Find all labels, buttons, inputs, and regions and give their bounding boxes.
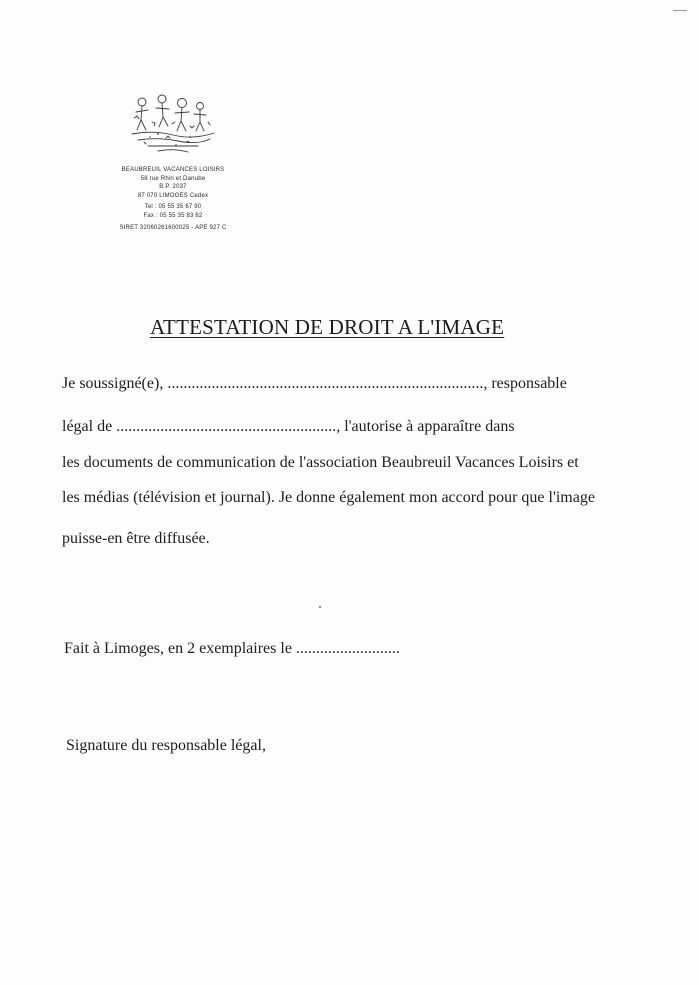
scan-edge-mark: [673, 10, 687, 11]
body-line-3: les documents de communication de l'association Beaubreuil Vacances Loisirs et: [62, 454, 579, 471]
body-line-2: légal de ......................................................., l'autorise à apparaître dans: [62, 418, 515, 435]
association-logo-icon: [128, 90, 218, 160]
org-name: BEAUBREUIL VACANCES LOISIRS: [121, 167, 225, 173]
phone-number: Tel : 05 55 35 67 90: [144, 204, 202, 211]
organization-header: [98, 166, 248, 232]
body-line-4: les médias (télévision et journal). Je donne également mon accord pour que l'image: [62, 489, 595, 506]
place-date-line: Fait à Limoges, en 2 exemplaires le ..........................: [64, 640, 400, 657]
scan-speck: [319, 606, 321, 608]
address-bp: B.P. 2037: [159, 184, 187, 191]
address-street: 58 rue Rhin et Danube: [140, 175, 206, 182]
body-line-5: puisse-en être diffusée.: [62, 530, 210, 547]
signature-label: Signature du responsable légal,: [66, 737, 266, 754]
body-line-1: Je soussigné(e), ..............................................................................., responsable: [62, 375, 567, 392]
address-city: 87 070 LIMOGES Cedex: [137, 192, 209, 199]
document-title: ATTESTATION DE DROIT A L'IMAGE: [150, 315, 505, 339]
registration-number: SIRET 32060261600025 - APE 927 C: [119, 224, 227, 231]
fax-number: Fax : 05 55 35 83 62: [143, 212, 203, 219]
